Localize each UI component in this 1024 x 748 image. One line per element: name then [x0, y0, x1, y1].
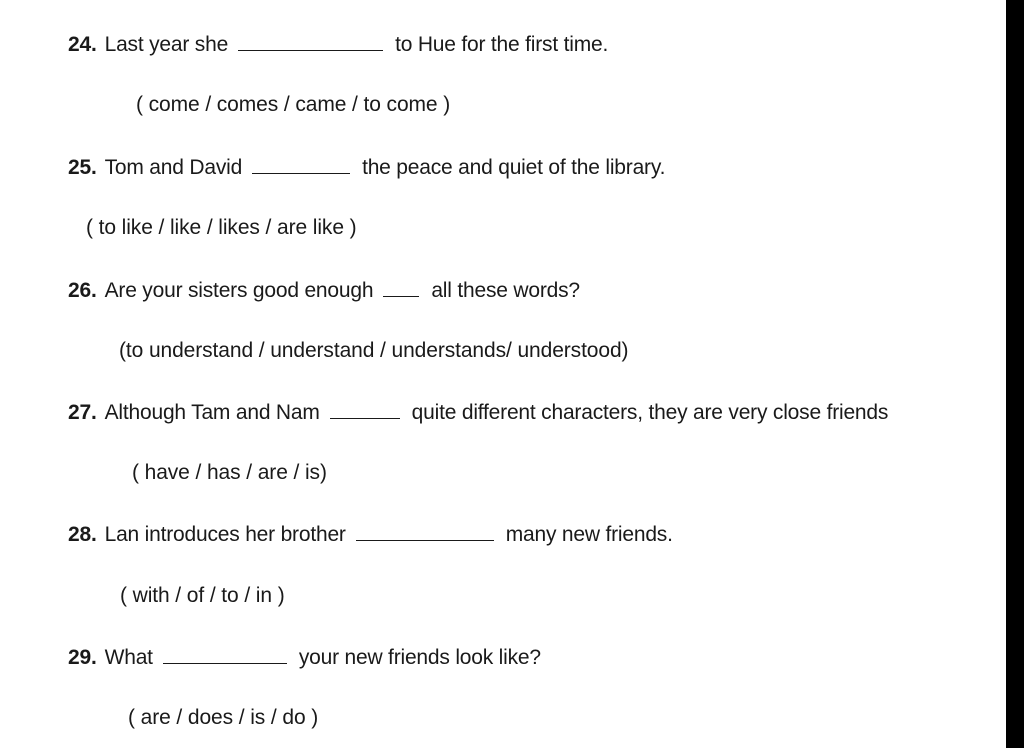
question-number: 26.	[68, 279, 97, 302]
answer-blank[interactable]	[383, 278, 419, 297]
right-edge-bar	[1006, 0, 1024, 748]
question-text-before: Lan introduces her brother	[104, 523, 346, 546]
question-number: 28.	[68, 523, 97, 546]
answer-blank[interactable]	[330, 400, 400, 419]
question-27	[68, 400, 888, 425]
answer-blank[interactable]	[252, 155, 350, 174]
options-28: ( with / of / to / in )	[120, 584, 285, 607]
answer-blank[interactable]	[238, 32, 383, 51]
answer-blank[interactable]	[356, 522, 494, 541]
question-number: 24.	[68, 33, 97, 56]
question-29	[68, 645, 541, 670]
question-text-after: your new friends look like?	[298, 646, 541, 669]
question-text-after: to Hue for the first time.	[395, 33, 609, 56]
options-27: ( have / has / are / is)	[132, 461, 327, 484]
question-text-before: Tom and David	[104, 156, 243, 179]
question-text-before: Last year she	[104, 33, 229, 56]
answer-blank[interactable]	[163, 645, 287, 664]
question-text-before: Although Tam and Nam	[104, 401, 320, 424]
options-24: ( come / comes / came / to come )	[136, 93, 451, 116]
question-text-after: many new friends.	[505, 523, 673, 546]
options-29: ( are / does / is / do )	[128, 706, 319, 729]
question-text-before: What	[104, 646, 153, 669]
options-25: ( to like / like / likes / are like )	[86, 216, 357, 239]
question-text-after: quite different characters, they are very close friends	[411, 401, 889, 424]
question-text-after: all these words?	[431, 279, 580, 302]
question-28	[68, 522, 673, 547]
question-number: 27.	[68, 401, 97, 424]
question-text-before: Are your sisters good enough	[104, 279, 374, 302]
question-24	[68, 32, 608, 57]
question-number: 29.	[68, 646, 97, 669]
options-26: (to understand / understand / understands/ understood)	[119, 339, 629, 362]
question-number: 25.	[68, 156, 97, 179]
question-text-after: the peace and quiet of the library.	[362, 156, 666, 179]
question-26	[68, 278, 580, 303]
question-25	[68, 155, 665, 180]
